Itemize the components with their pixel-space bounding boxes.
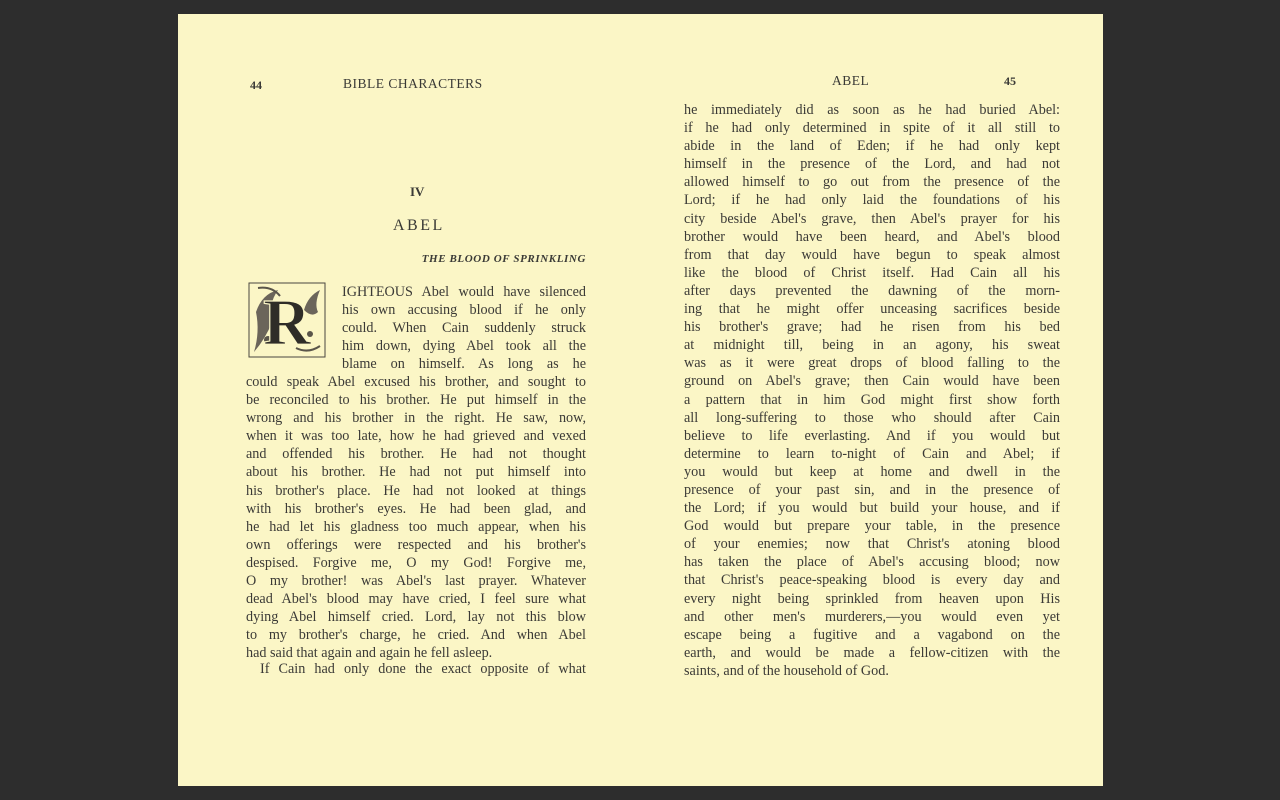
text-line: his brother's grave; had he risen from his bed	[684, 319, 1060, 336]
text-line: like the blood of Christ itself. Had Cain all his	[684, 264, 1060, 281]
text-line: God would but prepare your table, in the presence	[684, 518, 1060, 535]
text-line: his own accusing blood if he only	[342, 302, 586, 319]
chapter-title: ABEL	[393, 217, 445, 234]
text-line: O my brother! was Abel's last prayer. Whatever	[246, 573, 586, 590]
text-line: own offerings were respected and his brother's	[246, 536, 586, 553]
text-line: and other men's murderers,—you would even yet	[684, 608, 1060, 625]
text-line: to my brother's charge, he cried. And when Abel	[246, 627, 586, 644]
text-line: saints, and of the household of God.	[684, 662, 889, 679]
dropcap-ornament	[248, 282, 326, 358]
dropcap-letter: R	[263, 286, 311, 358]
text-line: he had let his gladness too much appear, when his	[246, 518, 586, 535]
text-line: ground on Abel's grave; then Cain would have been	[684, 373, 1060, 390]
text-line: at midnight till, being in an agony, his sweat	[684, 337, 1060, 354]
text-line: with his brother's eyes. He had been glad, and	[246, 500, 586, 517]
text-line: dead Abel's blood may have cried, I feel sure what	[246, 591, 586, 608]
text-line: after days prevented the dawning of the morn-	[684, 282, 1060, 299]
page-number: 44	[250, 78, 262, 92]
text-line: he immediately did as soon as he had buried Abel:	[684, 102, 1060, 118]
text-line: about his brother. He had not put himself into	[246, 464, 586, 481]
text-line: has taken the place of Abel's accusing blood; now	[684, 554, 1060, 571]
page-number: 45	[1004, 74, 1016, 88]
text-line: blame on himself. As long as he	[342, 356, 586, 373]
running-head: BIBLE CHARACTERS	[343, 76, 483, 91]
paragraph-1-beside-cap	[342, 283, 586, 373]
text-line: abide in the land of Eden; if he had only kept	[684, 138, 1060, 155]
text-line: brother would have been heard, and Abel's blood	[684, 228, 1060, 245]
chapter-subtitle: THE BLOOD OF SPRINKLING	[421, 253, 586, 265]
text-line: wrong and his brother in the right. He saw, now,	[246, 410, 586, 427]
paragraph-2-continued	[684, 101, 1060, 680]
text-line: presence of your past sin, and in the presence of	[684, 481, 1060, 498]
text-line: be reconciled to his brother. He put himself in the	[246, 392, 586, 409]
paragraph-2-start	[260, 660, 586, 678]
text-line: all long-suffering to those who should after Cain	[684, 409, 1060, 426]
text-line: Lord; if he had only laid the foundations of his	[684, 192, 1060, 209]
text-line: IGHTEOUS Abel would have silenced	[342, 284, 586, 300]
text-line: allowed himself to go out from the presence of the	[684, 174, 1060, 191]
text-line: had said that again and again he fell asleep.	[246, 645, 493, 662]
text-line: believe to life everlasting. And if you would but	[684, 427, 1060, 444]
text-line: of your enemies; now that Christ's atoning blood	[684, 536, 1060, 553]
chapter-number: IV	[410, 184, 425, 199]
right-page	[640, 14, 1103, 786]
text-line: from that day would have begun to speak almost	[684, 246, 1060, 263]
text-line: his brother's place. He had not looked at things	[246, 482, 586, 499]
text-line: every night being sprinkled from heaven upon His	[684, 590, 1060, 607]
left-page	[178, 14, 640, 786]
text-line: that Christ's peace-speaking blood is every day and	[684, 572, 1060, 589]
text-line: determine to learn to-night of Cain and Abel; if	[684, 445, 1060, 462]
running-head: ABEL	[832, 73, 870, 88]
text-line: if he had only determined in spite of it all still to	[684, 120, 1060, 137]
text-line: If Cain had only done the exact opposite of what	[260, 661, 586, 677]
text-line: escape being a fugitive and a vagabond on the	[684, 626, 1060, 643]
paragraph-1-continued	[246, 373, 586, 663]
text-line: himself in the presence of the Lord, and had not	[684, 156, 1060, 173]
text-line: him down, dying Abel took all the	[342, 338, 586, 355]
text-line: dying Abel himself cried. Lord, lay not this blow	[246, 609, 586, 626]
text-line: despised. Forgive me, O my God! Forgive me,	[246, 554, 586, 571]
text-line: you would but keep at home and dwell in the	[684, 463, 1060, 480]
text-line: ing that he might offer unceasing sacrifices beside	[684, 301, 1060, 318]
text-line: a pattern that in him God might first show forth	[684, 391, 1060, 408]
text-line: city beside Abel's grave, then Abel's prayer for his	[684, 210, 1060, 227]
text-line: could. When Cain suddenly struck	[342, 320, 586, 337]
text-line: was as it were great drops of blood falling to the	[684, 355, 1060, 372]
text-line: and offended his brother. He had not thought	[246, 446, 586, 463]
text-line: when it was too late, how he had grieved and vexed	[246, 428, 586, 445]
text-line: could speak Abel excused his brother, and sought to	[246, 374, 586, 390]
text-line: earth, and would be made a fellow-citizen with the	[684, 644, 1060, 661]
book-spread	[178, 14, 1103, 786]
text-line: the Lord; if you would but build your house, and if	[684, 500, 1060, 517]
